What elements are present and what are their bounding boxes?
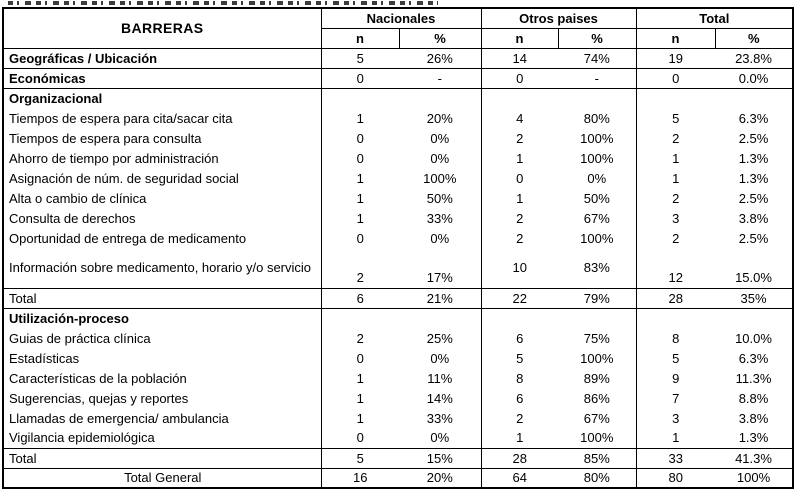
row-label: Estadísticas <box>3 348 321 368</box>
cell-value: 4 <box>516 110 524 126</box>
cell-value: 3 <box>672 210 680 226</box>
row-label: Geográficas / Ubicación <box>3 48 321 68</box>
subheader-n: n <box>321 28 399 48</box>
cell-value: 2 <box>516 210 524 226</box>
cell-value: 100% <box>558 428 636 448</box>
table-header <box>3 8 793 48</box>
cell-value: 11.3% <box>735 370 772 386</box>
table-body <box>3 48 793 488</box>
cell-value: 23.8% <box>715 48 793 68</box>
row-label: Sugerencias, quejas y reportes <box>3 388 321 408</box>
table-row <box>3 428 793 448</box>
cell-value: 1 <box>356 410 364 426</box>
cell-value: 2.5% <box>738 130 769 146</box>
cell-value: 33 <box>636 448 715 468</box>
subheader-n: n <box>481 28 558 48</box>
cell-value <box>321 308 399 328</box>
cell-value: 85% <box>558 448 636 468</box>
cell-value <box>715 308 793 328</box>
cell-value: 25% <box>399 328 481 348</box>
cell-value: 15.0% <box>715 248 793 288</box>
table-row <box>3 448 793 468</box>
cell-value: 100% <box>558 228 636 248</box>
table-row <box>3 188 793 208</box>
cell-value <box>399 308 481 328</box>
cell-value: 74% <box>558 48 636 68</box>
cell-value: 1 <box>356 390 364 406</box>
cell-value: 1 <box>356 170 364 186</box>
cell-value: 1 <box>356 110 364 126</box>
table-row <box>3 168 793 188</box>
cell-value <box>715 88 793 108</box>
cell-value: 0 <box>481 68 558 88</box>
table-row <box>3 88 793 108</box>
barriers-table <box>2 7 794 489</box>
cell-value <box>321 88 399 108</box>
cell-value: 26% <box>399 48 481 68</box>
cell-value: 22 <box>481 288 558 308</box>
table-row <box>3 148 793 168</box>
cell-value: 1 <box>516 150 524 166</box>
cell-value: 50% <box>399 188 481 208</box>
cell-value: 6.3% <box>738 110 769 126</box>
cell-value: 20% <box>399 468 481 488</box>
cell-value: 15% <box>399 448 481 468</box>
cell-value: 0% <box>399 428 481 448</box>
cell-value: 2 <box>516 230 524 246</box>
cell-value: 0 <box>356 350 364 366</box>
cell-value: 67% <box>558 408 636 428</box>
row-label: Asignación de núm. de seguridad social <box>3 168 321 188</box>
table-row <box>3 328 793 348</box>
cell-value: 19 <box>636 48 715 68</box>
cell-value: 41.3% <box>715 448 793 468</box>
cell-value: 80 <box>668 470 683 486</box>
cell-value: 86% <box>558 388 636 408</box>
cell-value: 2.5% <box>738 230 769 246</box>
row-label: Guias de práctica clínica <box>3 328 321 348</box>
table-row <box>3 468 793 488</box>
subheader-pct: % <box>399 28 481 48</box>
table-row <box>3 308 793 328</box>
cell-value: 2 <box>672 130 680 146</box>
cell-value: 3 <box>672 410 680 426</box>
cell-value: 6.3% <box>738 350 769 366</box>
row-label: Llamadas de emergencia/ ambulancia <box>3 408 321 428</box>
cell-value: 67% <box>558 208 636 228</box>
table-row <box>3 128 793 148</box>
cell-value <box>481 88 558 108</box>
cell-value: 0 <box>356 130 364 146</box>
cell-value: - <box>558 68 636 88</box>
cell-value: 6 <box>516 330 524 346</box>
cell-value: 28 <box>636 288 715 308</box>
column-header-barreras: BARRERAS <box>3 8 321 48</box>
subheader-n: n <box>636 28 715 48</box>
cell-value: 1 <box>481 428 558 448</box>
cell-value: 1.3% <box>738 150 769 166</box>
cell-value: 16 <box>353 470 368 486</box>
row-label: Alta o cambio de clínica <box>3 188 321 208</box>
cell-value: 1 <box>356 370 364 386</box>
cell-value: 35% <box>715 288 793 308</box>
row-label: Utilización-proceso <box>3 308 321 328</box>
cell-value: 75% <box>558 328 636 348</box>
cell-value: 14% <box>399 388 481 408</box>
cell-value: 17% <box>399 248 481 288</box>
cell-value: 2 <box>516 410 524 426</box>
cell-value: 100% <box>736 470 771 486</box>
table-row <box>3 108 793 128</box>
cell-value: 0 <box>356 230 364 246</box>
cell-value: 2 <box>356 330 364 346</box>
row-label: Vigilancia epidemiológica <box>3 428 321 448</box>
table-row <box>3 408 793 428</box>
cell-value: 10.0% <box>735 330 772 346</box>
cell-value: 21% <box>399 288 481 308</box>
row-label: Económicas <box>3 68 321 88</box>
cell-value <box>481 308 558 328</box>
cell-value: 100% <box>558 348 636 368</box>
cell-value: 9 <box>672 370 680 386</box>
column-header-otros-paises: Otros paises <box>481 8 636 28</box>
cell-value: 3.8% <box>738 410 769 426</box>
cell-value: 0 <box>356 150 364 166</box>
cell-value: 64 <box>512 470 527 486</box>
cell-value: 11% <box>399 368 481 388</box>
cell-value <box>636 308 715 328</box>
table-row <box>3 228 793 248</box>
cell-value: 2.5% <box>738 190 769 206</box>
cell-value: 0 <box>321 428 399 448</box>
cell-value: 100% <box>399 168 481 188</box>
cell-value: 7 <box>672 390 680 406</box>
cell-value: 0.0% <box>715 68 793 88</box>
cell-value: 8.8% <box>738 390 769 406</box>
cell-value: 2 <box>321 248 399 288</box>
cell-value: 5 <box>672 350 680 366</box>
cell-value: 79% <box>558 288 636 308</box>
row-label: Tiempos de espera para cita/sacar cita <box>3 108 321 128</box>
table-row <box>3 48 793 68</box>
cell-value: 5 <box>321 48 399 68</box>
subheader-pct: % <box>558 28 636 48</box>
table-row <box>3 68 793 88</box>
table-row <box>3 368 793 388</box>
header-group-row <box>3 8 793 28</box>
cell-value: 80% <box>558 108 636 128</box>
row-label: Total <box>3 448 321 468</box>
cell-value: 33% <box>399 408 481 428</box>
row-label: Consulta de derechos <box>3 208 321 228</box>
cell-value: 1.3% <box>738 170 769 186</box>
cell-value: 89% <box>558 368 636 388</box>
cell-value: 28 <box>481 448 558 468</box>
cell-value: 50% <box>558 188 636 208</box>
cell-value: 0 <box>321 68 399 88</box>
cell-value: 1 <box>356 190 364 206</box>
cell-value: - <box>399 68 481 88</box>
cell-value: 0 <box>516 170 524 186</box>
cell-value: 2 <box>672 190 680 206</box>
cell-value: 0% <box>399 228 481 248</box>
row-label: Organizacional <box>3 88 321 108</box>
table-row <box>3 248 793 288</box>
row-label: Ahorro de tiempo por administración <box>3 148 321 168</box>
cell-value: 0% <box>399 128 481 148</box>
table-row <box>3 208 793 228</box>
cell-value: 1 <box>672 150 680 166</box>
cell-value: 6 <box>516 390 524 406</box>
cell-value: 10 <box>481 248 558 288</box>
cell-value: 6 <box>321 288 399 308</box>
cell-value: 5 <box>516 350 524 366</box>
table-row <box>3 388 793 408</box>
row-label: Información sobre medicamento, horario y/o servicio <box>3 248 321 288</box>
cropped-caption-fragment <box>8 1 438 5</box>
cell-value: 2 <box>516 130 524 146</box>
row-label: Oportunidad de entrega de medicamento <box>3 228 321 248</box>
cell-value: 1 <box>356 210 364 226</box>
cell-value: 0% <box>399 348 481 368</box>
cell-value <box>558 88 636 108</box>
cell-value: 0 <box>636 68 715 88</box>
cell-value <box>558 308 636 328</box>
cell-value: 3.8% <box>738 210 769 226</box>
cell-value: 2 <box>672 230 680 246</box>
cell-value: 0% <box>399 148 481 168</box>
table-row <box>3 288 793 308</box>
cell-value: 100% <box>558 128 636 148</box>
cell-value: 33% <box>399 208 481 228</box>
row-label: Total General <box>3 468 321 488</box>
subheader-pct: % <box>715 28 793 48</box>
cell-value: 12 <box>636 248 715 288</box>
cell-value: 1 <box>672 170 680 186</box>
cell-value <box>636 88 715 108</box>
cell-value: 14 <box>481 48 558 68</box>
column-header-nacionales: Nacionales <box>321 8 481 28</box>
cell-value: 5 <box>672 110 680 126</box>
cell-value: 80% <box>558 468 636 488</box>
cell-value: 100% <box>558 148 636 168</box>
table-row <box>3 348 793 368</box>
cell-value: 1 <box>636 428 715 448</box>
cell-value: 8 <box>672 330 680 346</box>
cell-value: 83% <box>558 248 636 288</box>
row-label: Total <box>3 288 321 308</box>
row-label: Características de la población <box>3 368 321 388</box>
row-label: Tiempos de espera para consulta <box>3 128 321 148</box>
cell-value: 5 <box>321 448 399 468</box>
cell-value: 8 <box>516 370 524 386</box>
cell-value: 1 <box>516 190 524 206</box>
cell-value: 0% <box>558 168 636 188</box>
column-header-total: Total <box>636 8 793 28</box>
cell-value: 1.3% <box>715 428 793 448</box>
cell-value: 20% <box>399 108 481 128</box>
cell-value <box>399 88 481 108</box>
